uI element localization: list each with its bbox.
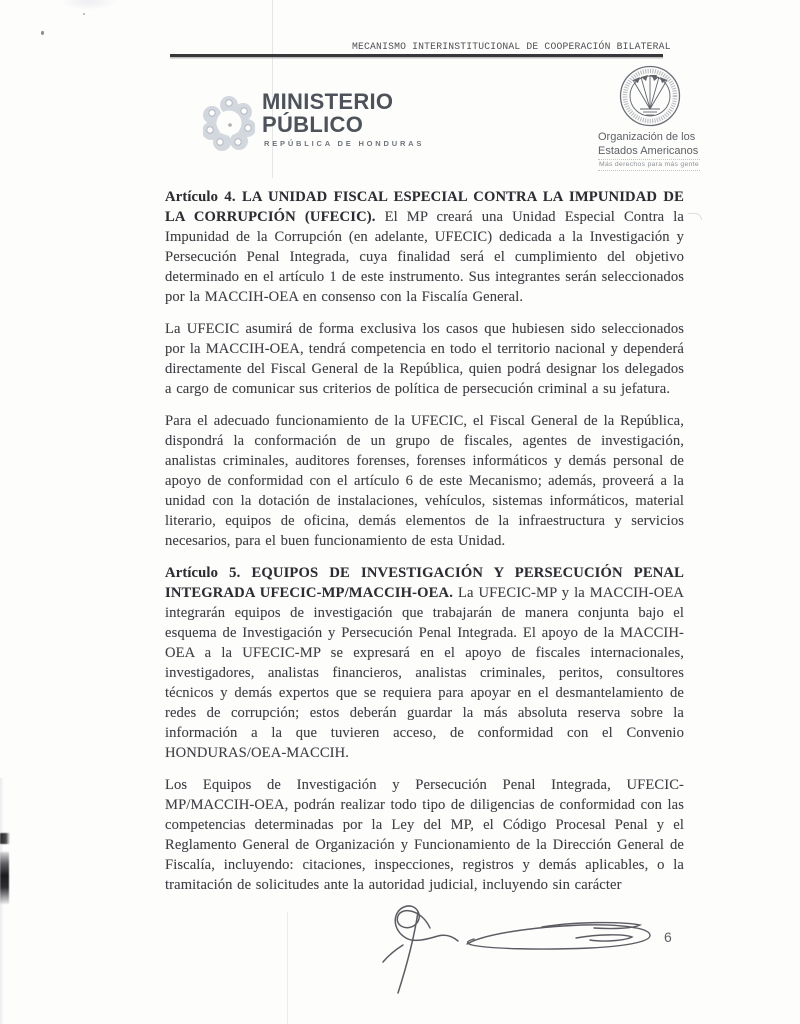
oea-name-line2: Estados Americanos — [598, 144, 699, 157]
paragraph-equipos — [165, 775, 684, 895]
paragraph-articulo-4 — [165, 187, 684, 307]
header-title: MECANISMO INTERINSTITUCIONAL DE COOPERACIÓN BILATERAL — [352, 41, 671, 52]
ministerio-publico-seal-icon — [203, 95, 255, 151]
handwritten-signature — [372, 898, 672, 1003]
paragraph-articulo-5 — [165, 563, 684, 763]
header-rule — [170, 54, 663, 57]
articulo-4-heading: Artículo 4. LA UNIDAD FISCAL ESPECIAL CONTRA LA IMPUNIDAD DE LA CORRUPCIÓN (UFECIC). — [165, 189, 684, 225]
scan-artifact-smudge — [60, 0, 118, 10]
paragraph-text: El MP creará una Unidad Especial Contra la Impunidad de la Corrupción (en adelante, UFECIC) dedicada a la Investigación y Persecución Penal Integrada, cuya finalidad será el cumplimiento del objetivo determinado en el artículo 1 de este instrumento. Sus integrantes serán seleccionados por la MACCIH-OEA en consenso con la Fiscalía General. — [165, 209, 684, 305]
ministerio-subtitle: REPÚBLICA DE HONDURAS — [264, 139, 425, 148]
scan-artifact-speck — [83, 13, 85, 15]
scan-artifact-speck — [41, 31, 44, 35]
ministerio-name-line2: PÚBLICO — [262, 111, 364, 137]
paragraph-text: Los Equipos de Investigación y Persecución Penal Integrada, UFECIC-MP/MACCIH-OEA, podrán realizar todo tipo de diligencias de conformidad con las competencias determinadas por la Ley del MP, el Código Procesal Penal y el Reglamento General de Organización y Funcionamiento de la Dirección General de Fiscalía, incluyendo: citaciones, inspecciones, registros y demás aplicables, o la tramitación de solicitudes ante la autoridad judicial, incluyendo sin carácter — [165, 777, 684, 893]
oas-seal-icon — [619, 65, 681, 127]
oea-name-line1: Organización de los — [598, 131, 696, 143]
ministerio-name-line1: MINISTERIO — [262, 89, 394, 114]
paragraph-ufecic-resources — [165, 411, 684, 551]
scan-artifact-squiggle — [688, 213, 702, 220]
page-number: 6 — [664, 929, 672, 945]
paragraph-text: La UFECIC-MP y la MACCIH-OEA integrarán equipos de investigación que trabajarán de manera conjunta bajo el esquema de Investigación y Persecución Penal Integrada. El apoyo de la MACCIH-OEA a la UFECIC-MP se expresará en el apoyo de fiscales internacionales, investigadores, analistas financieros, analistas criminales, peritos, consultores técnicos y demás expertos que se requiera para apoyar en el desmantelamiento de redes de corrupción; estos deberán guardar la más absoluta reserva sobre la información a la que tuvieren acceso, de conformidad con el Convenio HONDURAS/OEA-MACCIH. — [165, 585, 684, 761]
scan-fold-line — [287, 912, 288, 1024]
oea-tagline: Más derechos para más gente — [598, 159, 700, 171]
scan-artifact-edge-mark — [0, 833, 10, 844]
paragraph-ufecic-scope — [165, 319, 684, 399]
paragraph-text: La UFECIC asumirá de forma exclusiva los casos que hubiesen sido seleccionados por la MACCIH-OEA, tendrá competencia en todo el territorio nacional y dependerá directamente del Fiscal General de la República, quien podrá designar los delegados a cargo de comunicar sus criterios de política de persecución criminal a su jefatura. — [165, 321, 684, 397]
scan-artifact-edge-mark — [0, 852, 9, 904]
articulo-5-heading: Artículo 5. EQUIPOS DE INVESTIGACIÓN Y PERSECUCIÓN PENAL INTEGRADA UFECIC-MP/MACCIH-OEA. — [165, 565, 684, 601]
document-body — [165, 187, 684, 907]
paragraph-text: Para el adecuado funcionamiento de la UFECIC, el Fiscal General de la República, dispondrá la conformación de un grupo de fiscales, agentes de investigación, analistas criminales, auditores forenses, forenses informáticos y demás personal de apoyo de conformidad con el artículo 6 de este Mecanismo; además, proveerá a la unidad con la dotación de instalaciones, vehículos, sistemas informáticos, material literario, equipos de oficina, demás elementos de la infraestructura y servicios necesarios, para el buen funcionamiento de esta Unidad. — [165, 413, 684, 549]
